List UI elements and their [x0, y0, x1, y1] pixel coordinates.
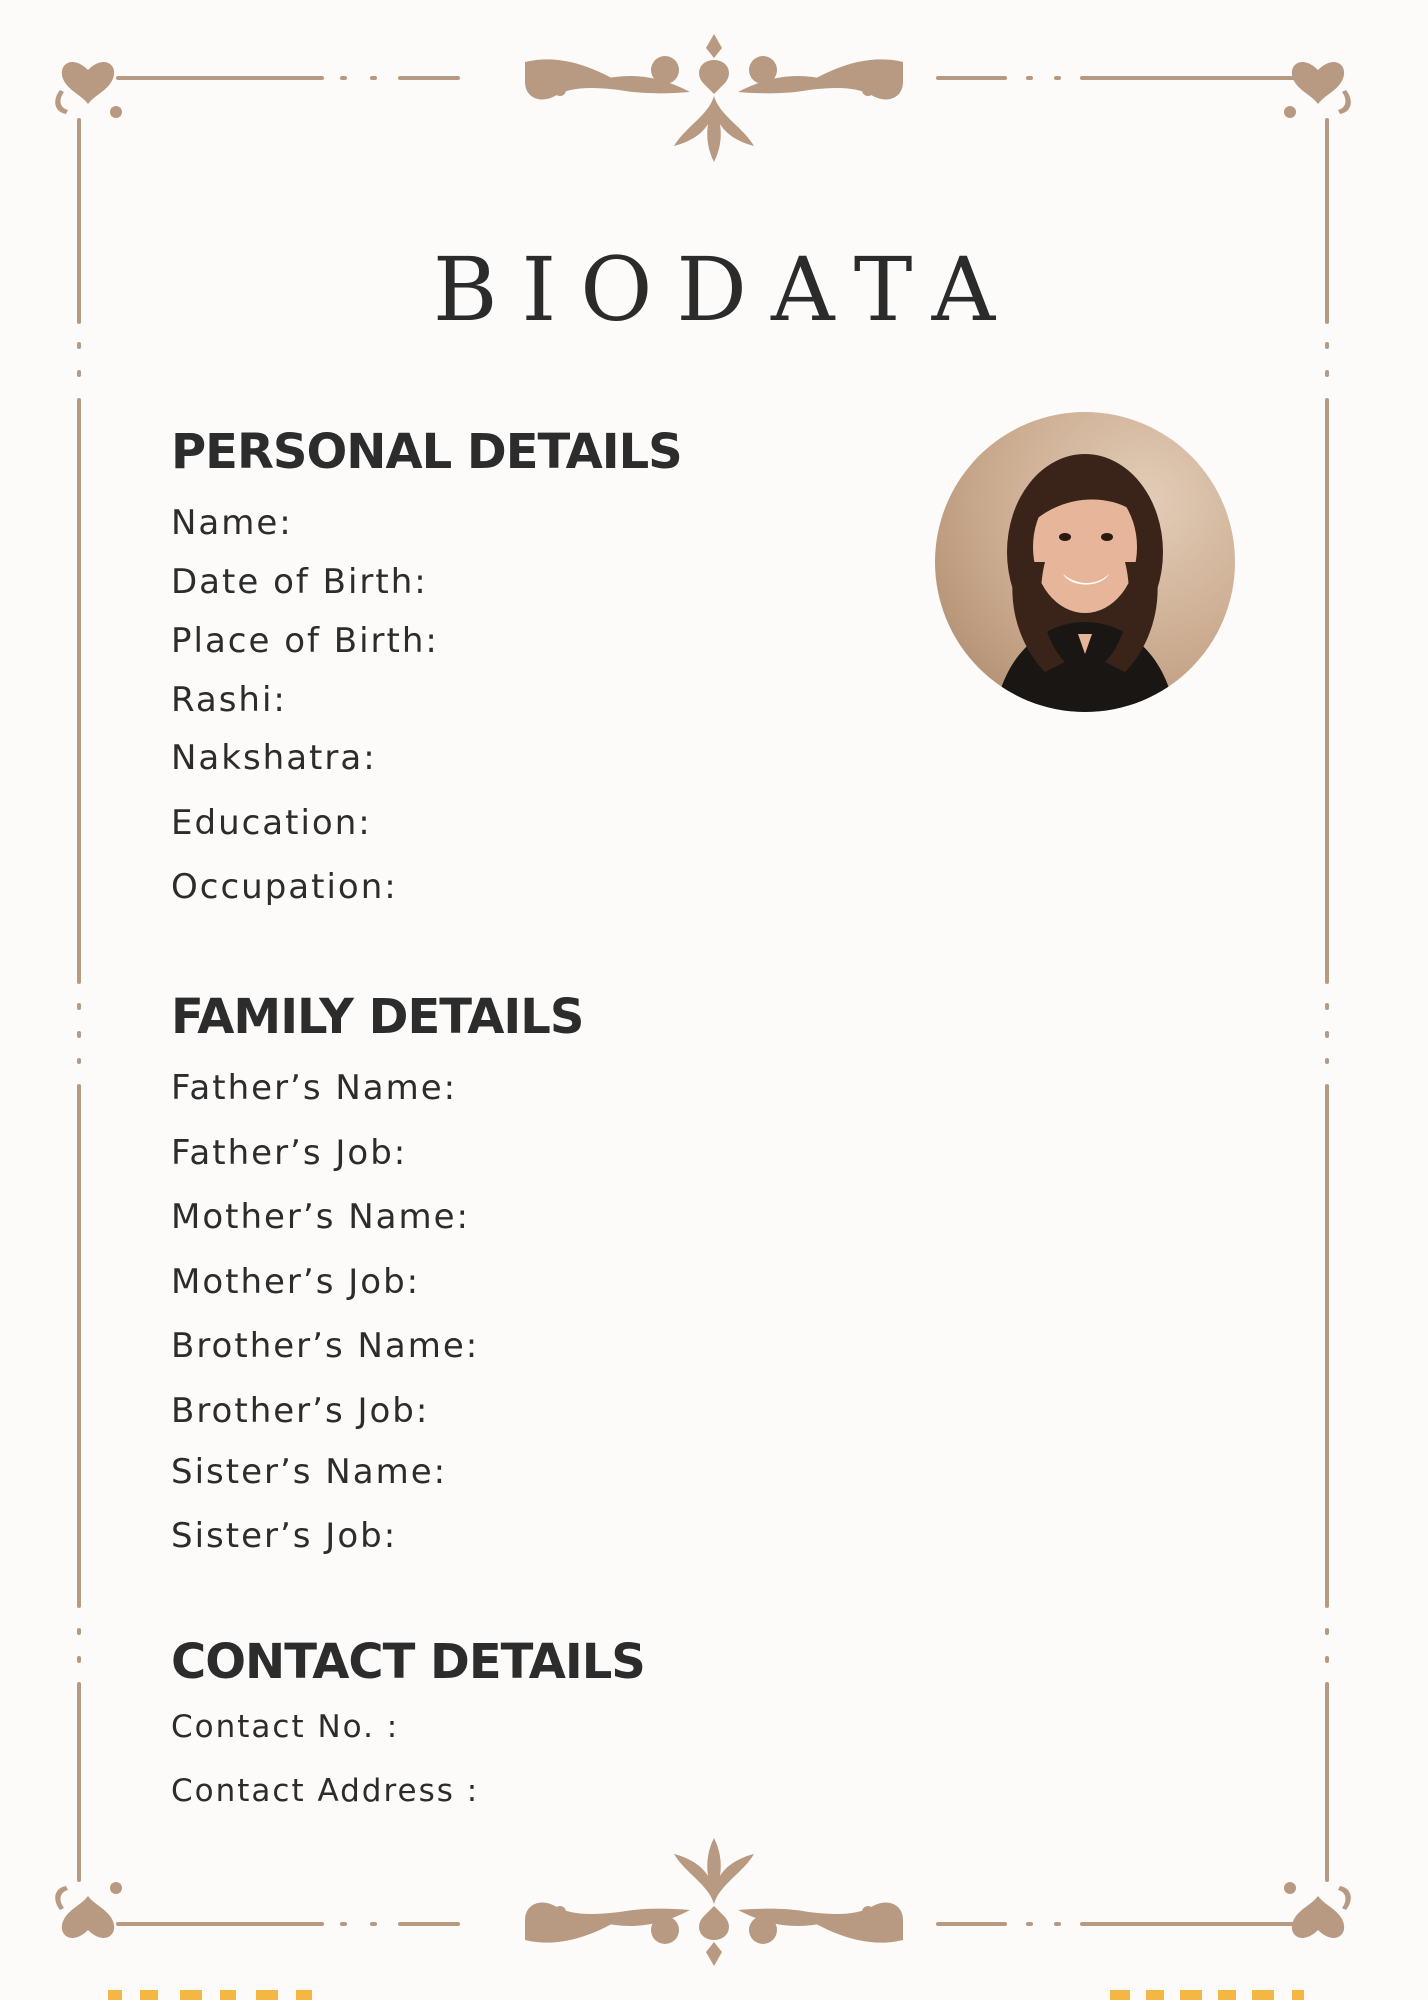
personal-details-section	[171, 424, 682, 907]
field-mothers-job: Mother’s Job:	[171, 1262, 421, 1302]
field-occupation: Occupation:	[171, 867, 398, 907]
field-education: Education:	[171, 803, 372, 843]
field-contact-number: Contact No. :	[171, 1709, 400, 1745]
contact-details-heading: CONTACT DETAILS	[171, 1634, 645, 1690]
field-brothers-name: Brother’s Name:	[171, 1326, 480, 1366]
field-name: Name:	[171, 503, 293, 543]
cropped-decoration-left	[100, 1982, 320, 2000]
document-title: BIODATA	[432, 238, 1020, 341]
top-floral-flourish-icon	[525, 34, 903, 162]
field-place-of-birth: Place of Birth:	[171, 621, 439, 661]
field-fathers-job: Father’s Job:	[171, 1133, 408, 1173]
field-nakshatra: Nakshatra:	[171, 738, 377, 778]
field-sisters-job: Sister’s Job:	[171, 1516, 398, 1556]
field-brothers-job: Brother’s Job:	[171, 1391, 430, 1431]
field-contact-address: Contact Address :	[171, 1773, 480, 1809]
profile-photo	[935, 412, 1235, 712]
field-fathers-name: Father’s Name:	[171, 1068, 458, 1108]
corner-heart-flourish-icon	[1284, 62, 1351, 118]
field-mothers-name: Mother’s Name:	[171, 1197, 471, 1237]
personal-details-heading: PERSONAL DETAILS	[171, 424, 682, 480]
corner-heart-flourish-icon	[1284, 1882, 1351, 1938]
corner-heart-flourish-icon	[55, 62, 122, 118]
portrait-image	[935, 412, 1235, 712]
field-date-of-birth: Date of Birth:	[171, 562, 428, 602]
bottom-floral-flourish-icon	[525, 1838, 903, 1966]
family-details-section	[171, 989, 584, 1556]
contact-details-section	[171, 1634, 645, 1809]
field-sisters-name: Sister’s Name:	[171, 1452, 448, 1492]
corner-heart-flourish-icon	[55, 1882, 122, 1938]
family-details-heading: FAMILY DETAILS	[171, 989, 584, 1045]
cropped-decoration-right	[1100, 1982, 1320, 2000]
field-rashi: Rashi:	[171, 680, 287, 720]
